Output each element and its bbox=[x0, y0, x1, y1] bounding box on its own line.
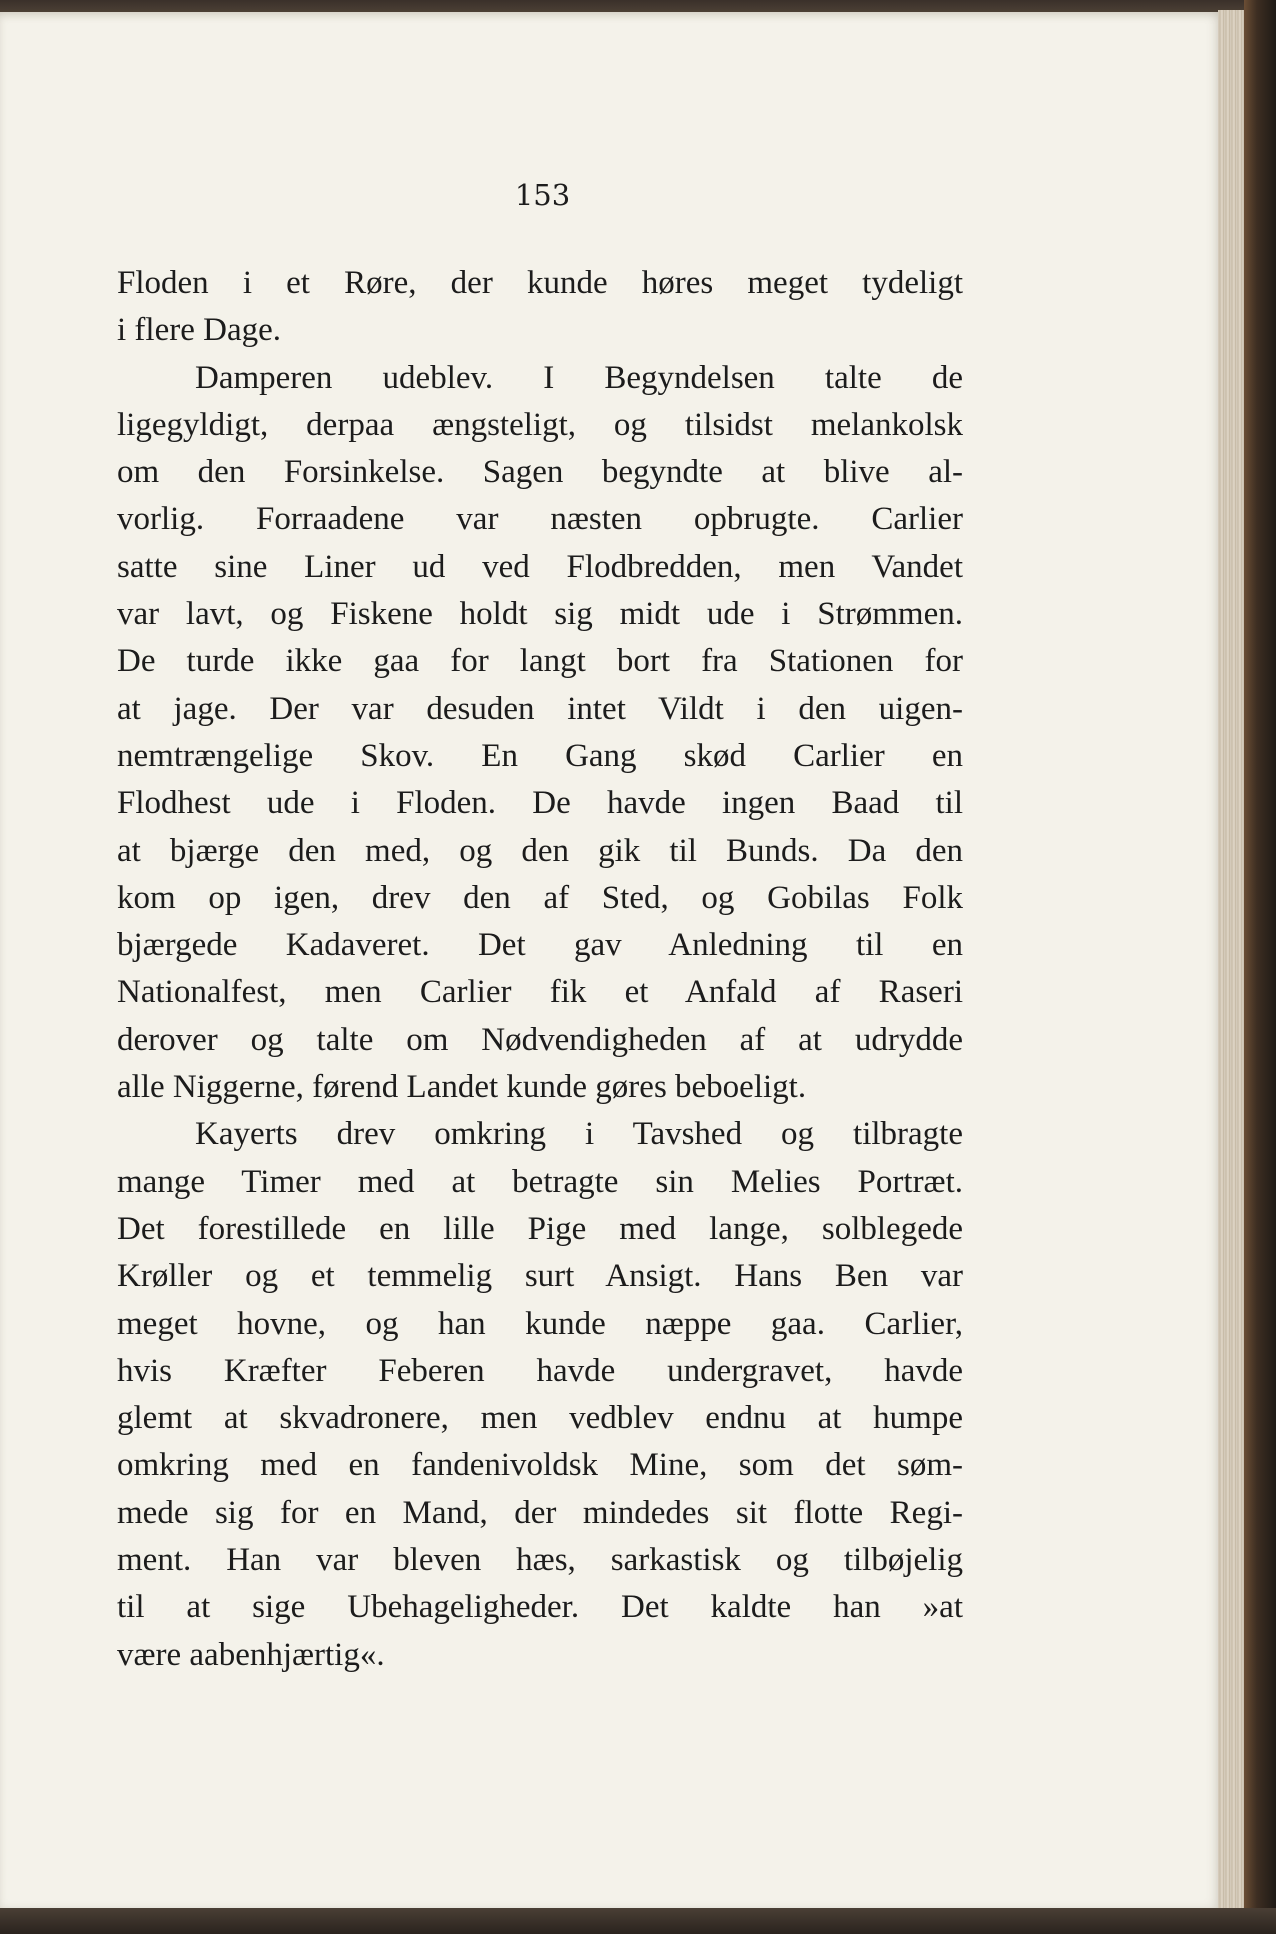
book-bottom-edge bbox=[0, 1908, 1276, 1934]
text-line: Damperen udeblev. I Begyndelsen talte de bbox=[195, 359, 963, 396]
book-page bbox=[0, 12, 1222, 1910]
text-line: omkring med en fandenivoldsk Mine, som det søm- bbox=[117, 1447, 963, 1484]
text-line: ment. Han var bleven hæs, sarkastisk og tilbøjelig bbox=[117, 1542, 963, 1579]
text-line: derover og talte om Nødvendigheden af at udrydde bbox=[117, 1021, 963, 1058]
text-line: om den Forsinkelse. Sagen begyndte at blive al- bbox=[117, 454, 963, 491]
text-line: Floden i et Røre, der kunde høres meget tydeligt bbox=[117, 265, 963, 301]
text-line: var lavt, og Fiskene holdt sig midt ude i Strømmen. bbox=[117, 596, 963, 633]
text-line: ligegyldigt, derpaa ængsteligt, og tilsidst melankolsk bbox=[117, 406, 963, 443]
text-line: Nationalfest, men Carlier fik et Anfald af Raseri bbox=[117, 974, 963, 1011]
text-line: Kayerts drev omkring i Tavshed og tilbragte bbox=[195, 1116, 963, 1153]
text-line: vorlig. Forraadene var næsten opbrugte. Carlier bbox=[117, 501, 963, 538]
book-cover-edge bbox=[1244, 0, 1276, 1934]
text-line: satte sine Liner ud ved Flodbredden, men Vandet bbox=[117, 548, 963, 585]
text-line: Krøller og et temmelig surt Ansigt. Hans Ben var bbox=[117, 1258, 963, 1295]
text-line: Flodhest ude i Floden. De havde ingen Baad til bbox=[117, 785, 963, 822]
text-line: være aabenhjærtig«. bbox=[117, 1636, 385, 1673]
page-number: 153 bbox=[514, 178, 571, 212]
text-line: i flere Dage. bbox=[117, 312, 281, 349]
body-text bbox=[117, 260, 963, 1679]
text-line: meget hovne, og han kunde næppe gaa. Carlier, bbox=[117, 1305, 963, 1342]
text-line: nemtrængelige Skov. En Gang skød Carlier en bbox=[117, 737, 963, 774]
text-line: kom op igen, drev den af Sted, og Gobilas Folk bbox=[117, 879, 963, 916]
text-line: mede sig for en Mand, der mindedes sit flotte Regi- bbox=[117, 1494, 963, 1531]
text-line: at bjærge den med, og den gik til Bunds. Da den bbox=[117, 832, 963, 869]
text-line: hvis Kræfter Feberen havde undergravet, havde bbox=[117, 1352, 963, 1389]
text-line: mange Timer med at betragte sin Melies Portræt. bbox=[117, 1163, 963, 1200]
text-line: glemt at skvadronere, men vedblev endnu at humpe bbox=[117, 1400, 963, 1437]
text-line: at jage. Der var desuden intet Vildt i den uigen- bbox=[117, 690, 963, 727]
page-fore-edge bbox=[1218, 10, 1246, 1910]
text-line: Det forestillede en lille Pige med lange, solblegede bbox=[117, 1210, 963, 1247]
text-line: bjærgede Kadaveret. Det gav Anledning til en bbox=[117, 927, 963, 964]
text-line: alle Niggerne, førend Landet kunde gøres beboeligt. bbox=[117, 1069, 807, 1106]
text-line: til at sige Ubehageligheder. Det kaldte han »at bbox=[117, 1589, 963, 1626]
text-line: De turde ikke gaa for langt bort fra Stationen for bbox=[117, 643, 963, 680]
